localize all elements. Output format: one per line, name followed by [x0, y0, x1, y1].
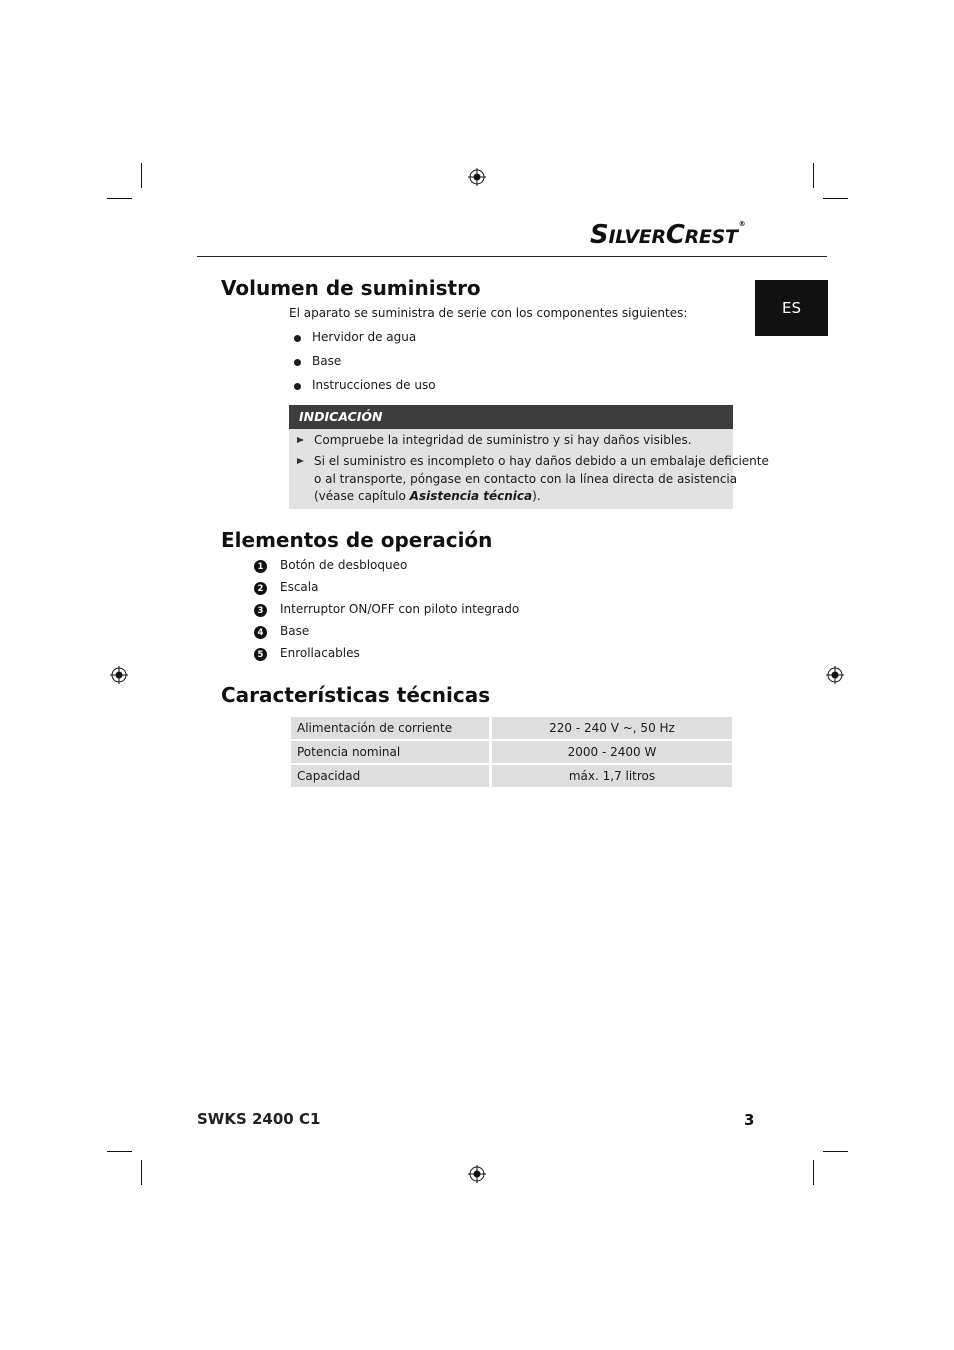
note-reference-prefix: (véase capítulo — [314, 489, 410, 503]
table-cell-label: Alimentación de corriente — [291, 717, 489, 739]
table-cell-value: 2000 - 2400 W — [492, 741, 732, 763]
crop-mark — [813, 1160, 814, 1185]
number-badge: 3 — [254, 604, 267, 617]
crop-mark — [813, 163, 814, 188]
list-item: Instrucciones de uso — [312, 378, 436, 392]
page-number: 3 — [744, 1111, 755, 1129]
list-item: Base — [312, 354, 342, 368]
registration-mark-icon — [826, 666, 844, 684]
header-rule — [197, 256, 827, 257]
section-intro: El aparato se suministra de serie con los componentes siguientes: — [289, 306, 688, 320]
list-item: Base — [280, 624, 310, 638]
note-heading: INDICACIÓN — [289, 405, 733, 429]
footer-model: SWKS 2400 C1 — [197, 1110, 321, 1128]
language-tab: ES — [755, 280, 828, 336]
list-item: Interruptor ON/OFF con piloto integrado — [280, 602, 520, 616]
table-cell-value: 220 - 240 V ~, 50 Hz — [492, 717, 732, 739]
table-cell-label: Potencia nominal — [291, 741, 489, 763]
bullet-icon — [294, 359, 301, 366]
list-item: Hervidor de agua — [312, 330, 417, 344]
bullet-icon — [294, 335, 301, 342]
section-title-elementos: Elementos de operación — [221, 528, 493, 552]
crop-mark — [141, 163, 142, 188]
registration-mark-icon — [468, 1165, 486, 1183]
note-reference — [314, 489, 541, 503]
number-badge: 1 — [254, 560, 267, 573]
number-badge: 5 — [254, 648, 267, 661]
list-item: Enrollacables — [280, 646, 360, 660]
section-title-volumen: Volumen de suministro — [221, 276, 481, 300]
note-reference-chapter: Asistencia técnica — [409, 489, 533, 503]
number-badge: 2 — [254, 582, 267, 595]
note-bullet: Si el suministro es incompleto o hay daños debido a un embalaje deficiente — [314, 454, 769, 468]
section-title-caracteristicas: Características técnicas — [221, 683, 491, 707]
crop-mark — [107, 198, 132, 199]
crop-mark — [823, 198, 848, 199]
crop-mark — [823, 1151, 848, 1152]
number-badge: 4 — [254, 626, 267, 639]
table-cell-label: Capacidad — [291, 765, 489, 787]
bullet-icon — [294, 383, 301, 390]
note-reference-suffix: ). — [532, 489, 541, 503]
table-cell-value: máx. 1,7 litros — [492, 765, 732, 787]
list-item: Botón de desbloqueo — [280, 558, 408, 572]
note-bullet: Compruebe la integridad de suministro y si hay daños visibles. — [314, 433, 692, 447]
silvercrest-logo: SILVERCREST® — [590, 220, 746, 250]
note-bullet-continuation: o al transporte, póngase en contacto con la línea directa de asistencia — [314, 472, 738, 486]
arrow-right-icon — [297, 458, 304, 464]
crop-mark — [141, 1160, 142, 1185]
arrow-right-icon — [297, 437, 304, 443]
registration-mark-icon — [110, 666, 128, 684]
registration-mark-icon — [468, 168, 486, 186]
list-item: Escala — [280, 580, 319, 594]
crop-mark — [107, 1151, 132, 1152]
